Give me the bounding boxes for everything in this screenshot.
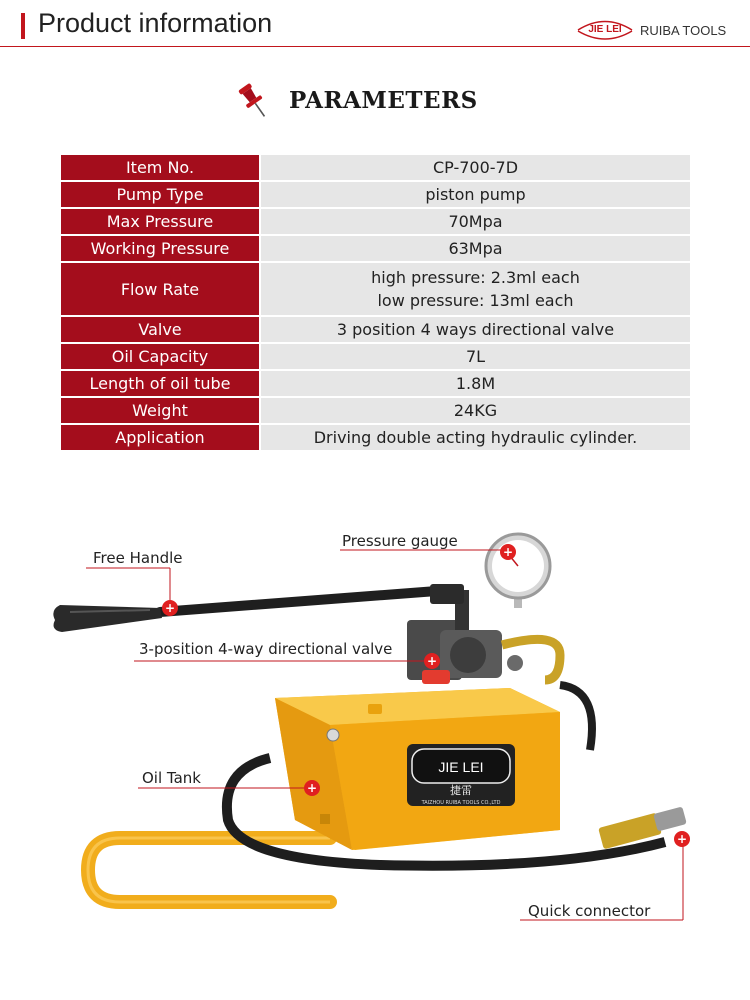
pushpin-icon: [236, 80, 270, 122]
param-value: [261, 263, 690, 315]
param-value: [261, 425, 690, 450]
pump-head: [407, 590, 523, 684]
tank-label-plate: [407, 744, 515, 806]
table-row: [61, 209, 690, 234]
param-value-line: piston pump: [425, 185, 526, 204]
param-value: [261, 209, 690, 234]
tank-company-text: TAIZHOU RUIBA TOOLS CO.,LTD: [421, 800, 501, 806]
param-value-line: 1.8M: [455, 374, 496, 393]
param-key: Pump Type: [61, 182, 259, 207]
param-value-line: 3 position 4 ways directional valve: [336, 320, 615, 339]
param-value: [261, 317, 690, 342]
param-value: [261, 371, 690, 396]
parameters-table: [61, 155, 690, 452]
param-value: [261, 398, 690, 423]
tank-logo-text: JIE LEI: [438, 759, 484, 775]
table-row: [61, 263, 690, 315]
table-row: [61, 182, 690, 207]
param-value-line: low pressure: 13ml each: [377, 291, 574, 310]
param-value-line: 63Mpa: [448, 239, 503, 258]
param-value-line: 7L: [465, 347, 486, 366]
brand-logo-icon: [574, 17, 636, 43]
table-row: [61, 425, 690, 450]
svg-text:+: +: [426, 654, 438, 668]
header-accent-bar: [21, 13, 25, 39]
param-key: Oil Capacity: [61, 344, 259, 369]
param-value: [261, 155, 690, 180]
table-row: [61, 398, 690, 423]
svg-text:+: +: [676, 832, 688, 846]
svg-text:+: +: [306, 781, 318, 795]
callout-free-handle: Free Handle: [93, 549, 183, 567]
param-key: Application: [61, 425, 259, 450]
param-key: Item No.: [61, 155, 259, 180]
callout-pressure-gauge: Pressure gauge: [342, 532, 458, 550]
param-value-line: high pressure: 2.3ml each: [371, 268, 580, 287]
tank-chinese-text: 捷雷: [450, 784, 472, 797]
table-row: [61, 236, 690, 261]
header-divider: [0, 46, 750, 47]
param-key: Working Pressure: [61, 236, 259, 261]
svg-text:+: +: [164, 601, 176, 615]
param-key: Max Pressure: [61, 209, 259, 234]
svg-text:+: +: [502, 545, 514, 559]
table-row: [61, 344, 690, 369]
section-title: PARAMETERS: [289, 87, 478, 114]
param-value-line: CP-700-7D: [432, 158, 519, 177]
param-key: Weight: [61, 398, 259, 423]
param-value: [261, 236, 690, 261]
table-row: [61, 155, 690, 180]
table-row: [61, 371, 690, 396]
param-value: [261, 182, 690, 207]
page-title: Product information: [38, 8, 273, 38]
base-frame-tube: [88, 838, 330, 902]
param-value-line: 70Mpa: [448, 212, 503, 231]
pump-handle: [53, 584, 464, 632]
param-key: Valve: [61, 317, 259, 342]
param-key: Flow Rate: [61, 263, 259, 315]
param-value-line: Driving double acting hydraulic cylinder.: [313, 428, 638, 447]
brand-name: RUIBA TOOLS: [640, 23, 727, 38]
pressure-gauge: [486, 534, 550, 608]
brand: [574, 17, 744, 47]
callout-oil-tank: Oil Tank: [142, 769, 201, 787]
callout-quick-connector: Quick connector: [528, 902, 651, 920]
param-value-line: 24KG: [453, 401, 498, 420]
param-value: [261, 344, 690, 369]
param-key: Length of oil tube: [61, 371, 259, 396]
valve-lever: [422, 670, 450, 684]
brand-logo-text: JIE LEI: [588, 24, 622, 35]
callout-directional-valve: 3-position 4-way directional valve: [139, 640, 393, 658]
hydraulic-pump-illustration: [0, 520, 750, 1000]
table-row: [61, 317, 690, 342]
